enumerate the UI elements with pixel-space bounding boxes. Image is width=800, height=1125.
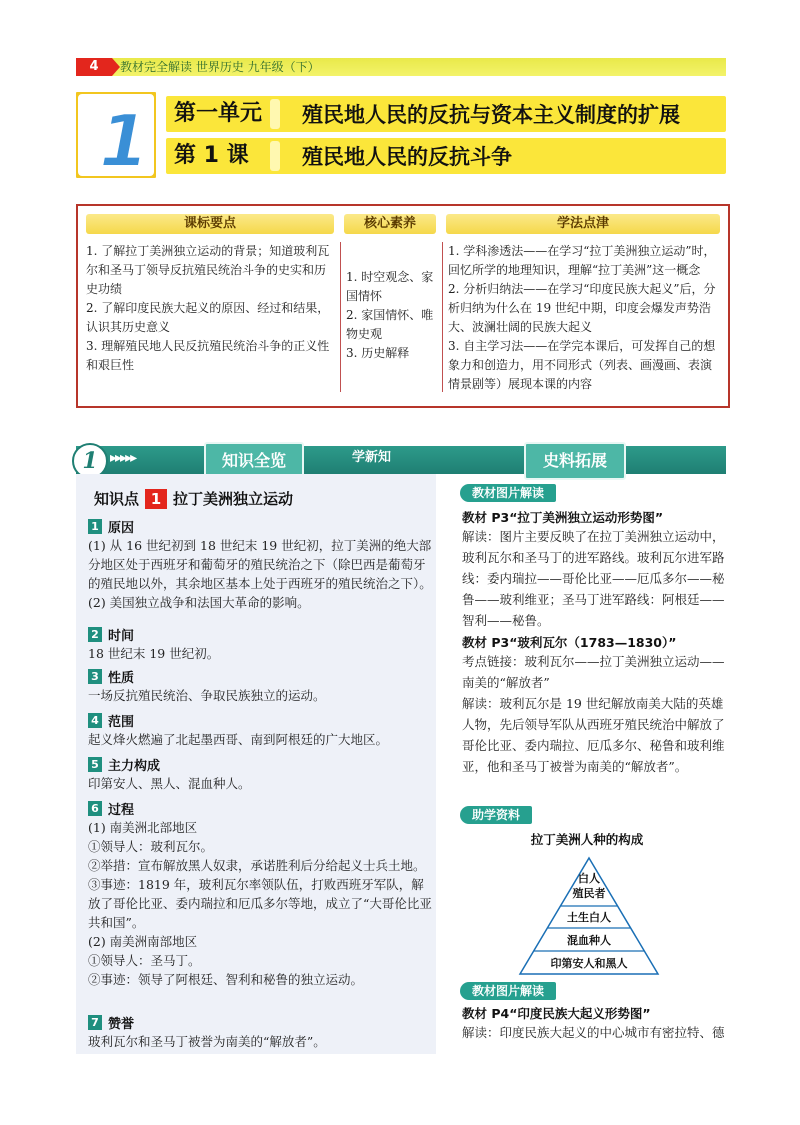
- pyramid-level-label: 土生白人: [567, 911, 611, 924]
- section-band: [76, 446, 726, 474]
- section-heading: [88, 516, 134, 536]
- section-number: 1: [88, 519, 102, 534]
- section-heading: [88, 1012, 134, 1032]
- pyramid-title: [462, 830, 712, 848]
- section-body: 一场反抗殖民统治、争取民族独立的运动。: [88, 688, 326, 703]
- section-title: 性质: [108, 671, 135, 686]
- section-number: 5: [88, 757, 102, 772]
- section-title: 范围: [108, 715, 135, 730]
- goals-competency-list: [346, 268, 438, 363]
- section-body: 起义烽火燃遍了北起墨西哥、南到阿根廷的广大地区。: [88, 732, 389, 747]
- pyramid-level-label: 白人: [578, 872, 600, 885]
- book-subtitle: 教材完全解读 世界历史 九年级（下）: [120, 60, 320, 74]
- section-body: 印第安人、黑人、混血种人。: [88, 776, 251, 791]
- section-title: 原因: [108, 521, 135, 536]
- picture-reading-heading: 教材 P4“印度民族大起义形势图”: [462, 1006, 651, 1021]
- exam-link-text: 考点链接：玻利瓦尔——拉丁美洲独立运动——南美的“解放者”: [462, 654, 725, 690]
- body-paragraph: (1) 从 16 世纪初到 18 世纪末 19 世纪初，拉丁美洲的绝大部分地区处于西班牙和葡萄牙的殖民统治之下（除巴西是葡萄牙的殖民地以外，其余地区基本上处于西班牙的殖民统治之下）。: [88, 538, 432, 591]
- knowledge-point-number: 1: [145, 489, 167, 509]
- picture-reading-text: 解读：图片主要反映了在拉丁美洲独立运动中，玻利瓦尔和圣马丁的进军路线。玻利瓦尔进军路线：委内瑞拉——哥伦比亚——厄瓜多尔——秘鲁——玻利维亚；圣马丁进军路线：阿根廷——智利——秘鲁。: [462, 529, 725, 628]
- section-title: 时间: [108, 629, 135, 644]
- historical-material-label: 史料拓展: [524, 442, 626, 480]
- section-body: [88, 536, 433, 612]
- body-paragraph: ②事迹：领导了阿根廷、智利和秘鲁的独立运动。: [88, 972, 364, 987]
- goals-method-item: 3. 自主学习法——在学完本课后，可发挥自己的想象力和创造力，用不同形式（列表、画漫画、表演情景剧等）展现本课的内容: [448, 339, 716, 391]
- page-number-arrow: [112, 58, 120, 76]
- lesson-label: 第 1 课: [174, 143, 249, 168]
- section-heading: [88, 624, 134, 644]
- section-title: 赞誉: [108, 1017, 135, 1032]
- section-number-badge: 1: [72, 443, 108, 479]
- picture-reading-block: [462, 1004, 730, 1043]
- goals-standard-item: 3. 理解殖民地人民反抗殖民统治斗争的正义性和艰巨性: [86, 339, 330, 372]
- section-heading: [88, 754, 160, 774]
- goals-standard-item: 2. 了解印度民族大起义的原因、经过和结果，认识其历史意义: [86, 301, 330, 334]
- picture-reading-text: 解读：印度民族大起义的中心城市有密拉特、德: [462, 1025, 725, 1040]
- section-heading: [88, 666, 134, 686]
- pyramid-title-text: 拉丁美洲人种的构成: [530, 832, 644, 847]
- header-strip: [76, 58, 726, 76]
- section-number: 6: [88, 801, 102, 816]
- unit-title: 殖民地人民的反抗与资本主义制度的扩展: [302, 103, 680, 127]
- goals-head-competency: 核心素养: [344, 214, 436, 234]
- body-paragraph: ③事迹：1819 年，玻利瓦尔率领队伍，打败西班牙军队，解放了哥伦比亚、委内瑞拉和厄瓜多尔等地，成立了“大哥伦比亚共和国”。: [88, 877, 432, 930]
- goals-method-item: 2. 分析归纳法——在学习“印度民族大起义”后，分析归纳为什么在 19 世纪中期，印度会爆发声势浩大、波澜壮阔的民族大起义: [448, 282, 716, 334]
- portrait-reading-text: 解读：玻利瓦尔是 19 世纪解放南美大陆的英雄人物，先后领导军队从西班牙殖民统治中解放了哥伦比亚、委内瑞拉、厄瓜多尔、秘鲁和玻利维亚，他和圣马丁被誉为南美的“解放者”。: [462, 696, 725, 774]
- picture-reading-heading: 教材 P3“拉丁美洲独立运动形势图”: [462, 510, 664, 525]
- pyramid-level-label: 印第安人和黑人: [550, 957, 628, 970]
- body-paragraph: (1) 南美洲北部地区: [88, 820, 198, 835]
- lesson-title: 殖民地人民的反抗斗争: [302, 145, 512, 169]
- unit-title-bar: [166, 96, 726, 132]
- section-title: 主力构成: [108, 759, 161, 774]
- title-divider: [270, 141, 280, 171]
- body-paragraph: (2) 美国独立战争和法国大革命的影响。: [88, 595, 310, 610]
- knowledge-point-label: 知识点: [94, 490, 140, 508]
- goals-head-standards: 课标要点: [86, 214, 334, 234]
- body-paragraph: ①领导人：圣马丁。: [88, 953, 201, 968]
- body-paragraph: ①领导人：玻利瓦尔。: [88, 839, 214, 854]
- goals-method-item: 1. 学科渗透法——在学习“拉丁美洲独立运动”时，回忆所学的地理知识，理解“拉丁美洲”这一概念: [448, 244, 716, 277]
- study-aid-tag: 助学资料: [460, 806, 532, 824]
- goals-competency-item: 2. 家国情怀、唯物史观: [346, 308, 434, 341]
- knowledge-column: [76, 474, 436, 1054]
- population-pyramid-diagram: [518, 856, 660, 976]
- goals-standard-item: 1. 了解拉丁美洲独立运动的背景；知道玻利瓦尔和圣马丁领导反抗殖民统治斗争的史实和历史功绩: [86, 244, 330, 296]
- textbook-picture-tag: 教材图片解读: [460, 982, 556, 1000]
- section-body: 玻利瓦尔和圣马丁被誉为南美的“解放者”。: [88, 1034, 326, 1049]
- goals-methods-list: [448, 242, 722, 394]
- unit-label: 第一单元: [174, 101, 263, 126]
- section-body: [88, 818, 433, 989]
- unit-number: 1: [98, 99, 150, 178]
- portrait-reading-heading: 教材 P3“玻利瓦尔（1783—1830）”: [462, 635, 677, 650]
- pyramid-level-label: 混血种人: [567, 934, 611, 947]
- pyramid-level-label: 殖民者: [572, 887, 606, 900]
- learning-goals-box: [76, 204, 730, 408]
- section-heading: [88, 710, 134, 730]
- lesson-title-bar: [166, 138, 726, 174]
- unit-number-emblem: [76, 92, 156, 178]
- section-number: 7: [88, 1015, 102, 1030]
- body-paragraph: ②举措：宣布解放黑人奴隶，承诺胜利后分给起义士兵土地。: [88, 858, 426, 873]
- goals-divider: [340, 242, 341, 392]
- goals-competency-item: 3. 历史解释: [346, 346, 410, 360]
- section-body: 18 世纪末 19 世纪初。: [88, 646, 220, 661]
- section-title: 过程: [108, 803, 135, 818]
- picture-reading-block: [462, 508, 730, 777]
- section-number: 4: [88, 713, 102, 728]
- section-heading: [88, 798, 134, 818]
- page-number: 4: [76, 58, 112, 76]
- section-number: 2: [88, 627, 102, 642]
- goals-competency-item: 1. 时空观念、家国情怀: [346, 270, 434, 303]
- knowledge-point-heading: [94, 488, 293, 509]
- knowledge-overview-label: 知识全览: [204, 442, 304, 480]
- title-divider: [270, 99, 280, 129]
- goals-divider: [442, 242, 443, 392]
- chevron-arrows-icon: ▸▸▸▸▸: [110, 450, 136, 466]
- goals-standards-list: [86, 242, 336, 375]
- body-paragraph: (2) 南美洲南部地区: [88, 934, 198, 949]
- goals-head-methods: 学法点津: [446, 214, 720, 234]
- knowledge-point-title: 拉丁美洲独立运动: [173, 490, 294, 508]
- textbook-picture-tag: 教材图片解读: [460, 484, 556, 502]
- section-number: 3: [88, 669, 102, 684]
- learn-new-label: 学新知: [352, 450, 392, 465]
